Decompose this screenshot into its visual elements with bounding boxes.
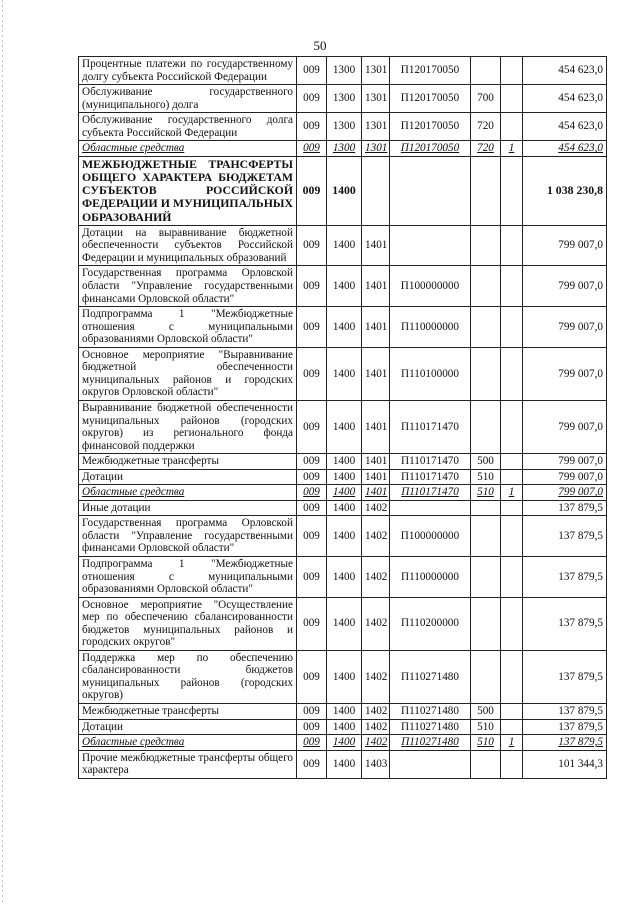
row-expense-type [471, 347, 501, 400]
table-row [79, 113, 607, 141]
row-amount: 137 879,5 [523, 516, 607, 557]
row-expense-type: 510 [471, 719, 501, 735]
row-grbs-code: 009 [297, 141, 327, 157]
row-section-code: 1400 [327, 347, 362, 400]
row-target-article: П110171470 [390, 400, 471, 453]
budget-table [78, 56, 607, 779]
table-row [79, 347, 607, 400]
table-row [79, 85, 607, 113]
row-funding-source [501, 500, 523, 516]
row-target-article: П110271480 [390, 719, 471, 735]
row-subsection-code: 1401 [362, 225, 390, 266]
row-grbs-code: 009 [297, 703, 327, 719]
row-section-code: 1300 [327, 141, 362, 157]
row-name: Государственная программа Орловской области "Управление государственными финансами Орловской области" [79, 516, 297, 557]
row-expense-type [471, 307, 501, 348]
row-section-code: 1400 [327, 500, 362, 516]
row-amount: 1 038 230,8 [523, 156, 607, 225]
row-name: Межбюджетные трансферты [79, 454, 297, 470]
row-name: Основное мероприятие "Осуществление мер по обеспечению сбалансированности бюджетов муниципальных районов и городских округов" [79, 597, 297, 650]
row-target-article: П120170050 [390, 113, 471, 141]
row-section-code: 1400 [327, 597, 362, 650]
table-row [79, 454, 607, 470]
row-expense-type: 500 [471, 703, 501, 719]
row-name: Иные дотации [79, 500, 297, 516]
row-name: Дотации [79, 719, 297, 735]
table-row [79, 735, 607, 751]
table-row [79, 485, 607, 501]
row-subsection-code: 1402 [362, 650, 390, 703]
row-expense-type: 720 [471, 141, 501, 157]
table-row [79, 225, 607, 266]
table-row [79, 57, 607, 85]
row-name: Межбюджетные трансферты [79, 703, 297, 719]
row-section-code: 1400 [327, 650, 362, 703]
row-amount: 799 007,0 [523, 469, 607, 485]
row-name: Основное мероприятие "Выравнивание бюджетной обеспеченности муниципальных районов и городских округов Орловской области" [79, 347, 297, 400]
row-target-article: П110000000 [390, 556, 471, 597]
row-expense-type [471, 266, 501, 307]
table-row [79, 650, 607, 703]
row-section-code: 1400 [327, 469, 362, 485]
row-subsection-code: 1403 [362, 750, 390, 778]
row-amount: 799 007,0 [523, 266, 607, 307]
row-funding-source: 1 [501, 735, 523, 751]
row-subsection-code: 1401 [362, 347, 390, 400]
row-grbs-code: 009 [297, 266, 327, 307]
table-row [79, 266, 607, 307]
row-subsection-code: 1402 [362, 703, 390, 719]
row-target-article: П110000000 [390, 307, 471, 348]
table-row [79, 750, 607, 778]
row-amount: 799 007,0 [523, 307, 607, 348]
row-subsection-code: 1401 [362, 454, 390, 470]
row-target-article [390, 225, 471, 266]
table-row [79, 400, 607, 453]
row-target-article: П110171470 [390, 469, 471, 485]
row-funding-source [501, 400, 523, 453]
binder-edge [2, 0, 3, 905]
row-expense-type [471, 500, 501, 516]
row-amount: 799 007,0 [523, 454, 607, 470]
row-amount: 454 623,0 [523, 113, 607, 141]
row-section-code: 1400 [327, 703, 362, 719]
row-section-code: 1300 [327, 85, 362, 113]
row-subsection-code: 1402 [362, 500, 390, 516]
row-section-code: 1400 [327, 719, 362, 735]
row-subsection-code: 1402 [362, 597, 390, 650]
row-target-article: П110100000 [390, 347, 471, 400]
row-section-code: 1400 [327, 485, 362, 501]
table-row [79, 156, 607, 225]
row-section-code: 1400 [327, 307, 362, 348]
row-target-article: П120170050 [390, 85, 471, 113]
table-row [79, 703, 607, 719]
row-target-article: П100000000 [390, 516, 471, 557]
row-name: Дотации на выравнивание бюджетной обеспеченности субъектов Российской Федерации и муниципальных образований [79, 225, 297, 266]
row-expense-type [471, 57, 501, 85]
row-amount: 137 879,5 [523, 500, 607, 516]
row-expense-type: 700 [471, 85, 501, 113]
row-subsection-code: 1301 [362, 113, 390, 141]
row-amount: 454 623,0 [523, 141, 607, 157]
row-grbs-code: 009 [297, 307, 327, 348]
row-expense-type [471, 156, 501, 225]
row-name: Выравнивание бюджетной обеспеченности муниципальных районов (городских округов) из регионального фонда финансовой поддержки [79, 400, 297, 453]
table-row [79, 597, 607, 650]
row-section-code: 1400 [327, 735, 362, 751]
row-name: Областные средства [79, 735, 297, 751]
row-expense-type: 510 [471, 469, 501, 485]
row-section-code: 1400 [327, 454, 362, 470]
row-target-article [390, 500, 471, 516]
row-amount: 137 879,5 [523, 650, 607, 703]
row-name: Дотации [79, 469, 297, 485]
row-target-article: П110171470 [390, 454, 471, 470]
row-name: Процентные платежи по государственному долгу субъекта Российской Федерации [79, 57, 297, 85]
row-subsection-code: 1402 [362, 516, 390, 557]
row-name: Поддержка мер по обеспечению сбалансированности бюджетов муниципальных районов (городских округов) [79, 650, 297, 703]
row-expense-type [471, 650, 501, 703]
row-expense-type [471, 556, 501, 597]
row-name: Подпрограмма 1 "Межбюджетные отношения с муниципальными образованиями Орловской области" [79, 307, 297, 348]
row-subsection-code: 1402 [362, 719, 390, 735]
row-section-code: 1400 [327, 400, 362, 453]
table-row [79, 141, 607, 157]
row-name: МЕЖБЮДЖЕТНЫЕ ТРАНСФЕРТЫ ОБЩЕГО ХАРАКТЕРА БЮДЖЕТАМ СУБЪЕКТОВ РОССИЙСКОЙ ФЕДЕРАЦИИ И МУНИЦИПАЛЬНЫХ ОБРАЗОВАНИЙ [79, 156, 297, 225]
row-grbs-code: 009 [297, 597, 327, 650]
row-target-article: П110271480 [390, 735, 471, 751]
row-subsection-code: 1401 [362, 485, 390, 501]
row-name: Обслуживание государственного долга субъекта Российской Федерации [79, 113, 297, 141]
row-target-article [390, 750, 471, 778]
row-subsection-code: 1402 [362, 556, 390, 597]
table-row [79, 719, 607, 735]
row-expense-type: 720 [471, 113, 501, 141]
row-grbs-code: 009 [297, 225, 327, 266]
row-funding-source [501, 750, 523, 778]
row-name: Подпрограмма 1 "Межбюджетные отношения с муниципальными образованиями Орловской области" [79, 556, 297, 597]
row-expense-type: 510 [471, 735, 501, 751]
row-subsection-code: 1301 [362, 141, 390, 157]
row-grbs-code: 009 [297, 454, 327, 470]
table-row [79, 469, 607, 485]
row-target-article: П110171470 [390, 485, 471, 501]
row-grbs-code: 009 [297, 156, 327, 225]
row-amount: 799 007,0 [523, 225, 607, 266]
row-expense-type [471, 750, 501, 778]
row-expense-type [471, 516, 501, 557]
row-grbs-code: 009 [297, 57, 327, 85]
row-funding-source [501, 650, 523, 703]
row-grbs-code: 009 [297, 400, 327, 453]
budget-table-body [79, 57, 607, 779]
row-funding-source [501, 719, 523, 735]
row-subsection-code: 1301 [362, 57, 390, 85]
row-amount: 137 879,5 [523, 735, 607, 751]
row-funding-source [501, 113, 523, 141]
row-section-code: 1400 [327, 750, 362, 778]
row-grbs-code: 009 [297, 500, 327, 516]
row-expense-type [471, 225, 501, 266]
row-amount: 799 007,0 [523, 400, 607, 453]
row-funding-source: 1 [501, 141, 523, 157]
row-funding-source [501, 85, 523, 113]
row-amount: 137 879,5 [523, 597, 607, 650]
row-subsection-code: 1401 [362, 400, 390, 453]
row-target-article: П120170050 [390, 57, 471, 85]
row-funding-source [501, 597, 523, 650]
row-subsection-code: 1401 [362, 307, 390, 348]
row-amount: 137 879,5 [523, 556, 607, 597]
row-section-code: 1300 [327, 57, 362, 85]
row-section-code: 1400 [327, 556, 362, 597]
row-funding-source [501, 516, 523, 557]
row-target-article: П110271480 [390, 650, 471, 703]
row-target-article: П100000000 [390, 266, 471, 307]
row-subsection-code: 1401 [362, 469, 390, 485]
row-expense-type: 510 [471, 485, 501, 501]
row-target-article: П110271480 [390, 703, 471, 719]
row-grbs-code: 009 [297, 113, 327, 141]
row-expense-type [471, 400, 501, 453]
row-section-code: 1300 [327, 113, 362, 141]
row-amount: 101 344,3 [523, 750, 607, 778]
row-grbs-code: 009 [297, 650, 327, 703]
row-name: Обслуживание государственного (муниципального) долга [79, 85, 297, 113]
row-funding-source [501, 156, 523, 225]
row-subsection-code: 1401 [362, 266, 390, 307]
row-section-code: 1400 [327, 156, 362, 225]
row-funding-source [501, 703, 523, 719]
row-section-code: 1400 [327, 516, 362, 557]
row-grbs-code: 009 [297, 556, 327, 597]
row-funding-source: 1 [501, 485, 523, 501]
row-grbs-code: 009 [297, 719, 327, 735]
row-name: Государственная программа Орловской области "Управление государственными финансами Орловской области" [79, 266, 297, 307]
row-name: Областные средства [79, 141, 297, 157]
row-funding-source [501, 556, 523, 597]
row-expense-type: 500 [471, 454, 501, 470]
row-target-article: П110200000 [390, 597, 471, 650]
row-section-code: 1400 [327, 266, 362, 307]
row-grbs-code: 009 [297, 735, 327, 751]
row-target-article: П120170050 [390, 141, 471, 157]
table-row [79, 556, 607, 597]
table-row [79, 516, 607, 557]
row-grbs-code: 009 [297, 516, 327, 557]
table-row [79, 500, 607, 516]
row-subsection-code [362, 156, 390, 225]
row-amount: 454 623,0 [523, 57, 607, 85]
row-subsection-code: 1301 [362, 85, 390, 113]
row-target-article [390, 156, 471, 225]
row-funding-source [501, 454, 523, 470]
row-funding-source [501, 347, 523, 400]
row-subsection-code: 1402 [362, 735, 390, 751]
row-grbs-code: 009 [297, 469, 327, 485]
row-amount: 137 879,5 [523, 703, 607, 719]
table-row [79, 307, 607, 348]
row-funding-source [501, 307, 523, 348]
row-grbs-code: 009 [297, 485, 327, 501]
row-name: Областные средства [79, 485, 297, 501]
row-funding-source [501, 266, 523, 307]
row-amount: 137 879,5 [523, 719, 607, 735]
row-funding-source [501, 225, 523, 266]
row-amount: 454 623,0 [523, 85, 607, 113]
row-grbs-code: 009 [297, 750, 327, 778]
row-expense-type [471, 597, 501, 650]
row-grbs-code: 009 [297, 347, 327, 400]
row-amount: 799 007,0 [523, 485, 607, 501]
row-amount: 799 007,0 [523, 347, 607, 400]
row-funding-source [501, 57, 523, 85]
row-grbs-code: 009 [297, 85, 327, 113]
page-number: 50 [313, 38, 327, 53]
row-funding-source [501, 469, 523, 485]
row-name: Прочие межбюджетные трансферты общего характера [79, 750, 297, 778]
row-section-code: 1400 [327, 225, 362, 266]
